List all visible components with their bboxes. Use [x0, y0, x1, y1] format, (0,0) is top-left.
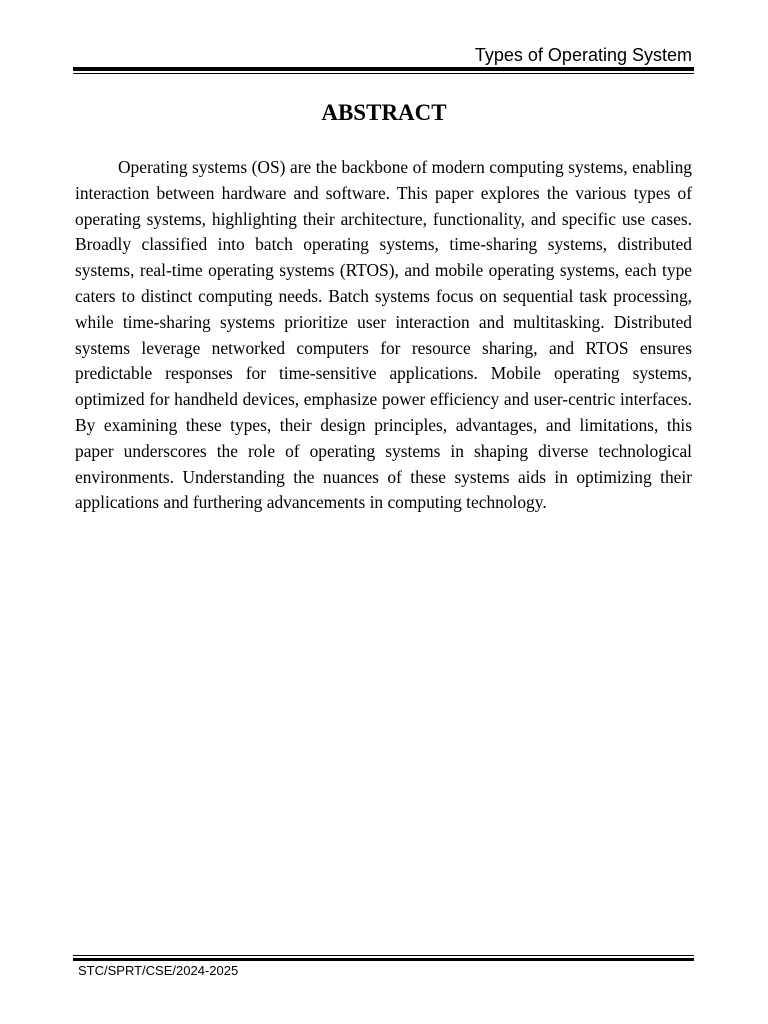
- header-rule-thin: [73, 73, 694, 74]
- abstract-heading: ABSTRACT: [321, 100, 447, 125]
- footer-rule-thick: [73, 958, 694, 961]
- header-rule-thick: [73, 67, 694, 71]
- footer-reference: STC/SPRT/CSE/2024-2025: [78, 963, 239, 978]
- footer-rule-thin: [73, 955, 694, 956]
- running-header-title: Types of Operating System: [474, 45, 692, 65]
- abstract-paragraph: Operating systems (OS) are the backbone of modern computing systems, enabling interaction between hardware and software. This paper explores the various types of operating systems, highlighting their architecture, functionality, and specific use cases. Broadly classified into batch operating systems, time-sharing systems, distributed systems, real-time operating systems (RTOS), and mobile operating systems, each type caters to distinct computing needs. Batch systems focus on sequential task processing, while time-sharing systems prioritize user interaction and multitasking. Distributed systems leverage networked computers for resource sharing, and RTOS ensures predictable responses for time-sensitive applications. Mobile operating systems, optimized for handheld devices, emphasize power efficiency and user-centric interfaces. By examining these types, their design principles, advantages, and limitations, this paper underscores the role of operating systems in shaping diverse technological environments. Understanding the nuances of these systems aids in optimizing their applications and furthering advancements in computing technology.: [75, 157, 692, 513]
